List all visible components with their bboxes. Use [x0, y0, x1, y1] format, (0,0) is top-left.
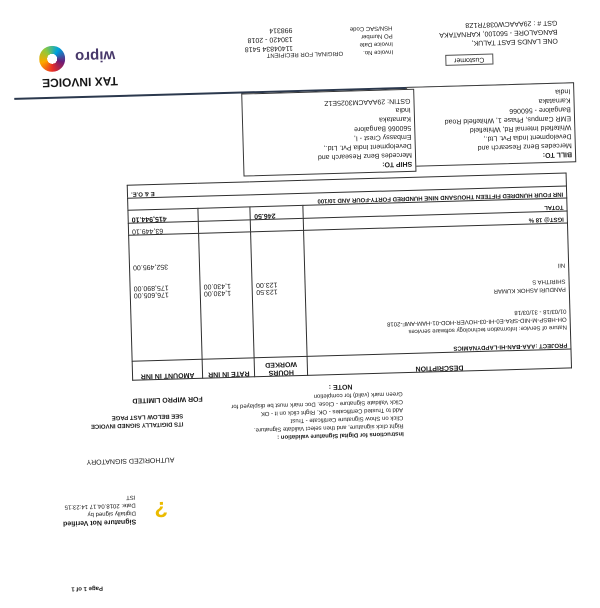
- line-items-table: [127, 173, 572, 381]
- doc-title: TAX INVOICE: [41, 74, 119, 91]
- item-hours: 123.50 123.00: [251, 231, 307, 358]
- wipro-logo-mark-icon: [39, 45, 66, 72]
- seller-address: ONE LANDS EAST TALUK, BANGALORE - 560100, KARNATAKA GST # : 29AAACW0387R1Z8: [439, 18, 558, 47]
- signature-block: Signature Not Verified Digitally signed by Date: 2018.04.17 14:23:15 IST: [62, 493, 137, 527]
- digital-sign-notice: ITS DIGITALLY SIGNED INVOICE SEE BELOW LAST PAGE: [90, 412, 184, 429]
- bill-to-box: BILL TO: Mercedes Benz Research and Development India Pvt. Ltd., Whitefield Internal Rd, Whitefield EMR Campus, Phase 1, Whitefield Road Bangalore - 560066 Karnataka India: [406, 82, 576, 167]
- bill-to-title: BILL TO:: [542, 150, 573, 159]
- ship-to-box: SHIP TO: Mercedes Benz Research and Development India Pvt. Ltd., Embassy Crest - I, 560066 Bangalore Karnataka India GSTIN: 29AAACM3025E1Z: [241, 89, 416, 177]
- signature-question-icon: ?: [153, 496, 169, 523]
- authorized-signatory: AUTHORIZED SIGNATORY: [86, 455, 175, 466]
- col-amount: AMOUNT IN INR: [132, 359, 203, 380]
- invoice-meta-values: 11404834 5418 130420 - 2018 998314: [244, 26, 294, 53]
- wipro-logo: [29, 40, 120, 73]
- ship-to-title: SHIP TO:: [382, 159, 413, 168]
- item-rate: 1,430.00 1,430.00: [199, 232, 255, 359]
- col-description: DESCRIPTION: [307, 349, 571, 375]
- logo-text: wipro: [74, 47, 116, 66]
- original-for-recipient: ORIGINAL FOR RECIPIENT: [266, 49, 344, 58]
- signature-instructions: Instructions for Digital Signature validation : Right click signature, and then select Validate Signature. Click on Show Signature Certificate - Trust Add to Trusted Certificates - OK. Right click on it - OK Click Validate Signature - Close. Doc mark must be displayed for Green mark (valid) for completion: [231, 390, 404, 440]
- for-company: FOR WIPRO LIMITED: [132, 394, 203, 404]
- eoe-row: E & O.E.: [127, 173, 566, 198]
- note-label: NOTE :: [328, 382, 353, 391]
- page-number: Page 1 of 1: [71, 584, 104, 592]
- total-row: TOTAL 246.50 415,944.10: [128, 198, 567, 223]
- tax-row: IGST@ 18 % 63,449.10: [128, 211, 567, 236]
- item-amount: 176,605.00 175,890.00 352,495.00: [129, 234, 203, 362]
- col-rate: RATE IN INR: [202, 358, 255, 378]
- col-hours: HOURS WORKED: [255, 356, 308, 376]
- invoice-meta-labels: Invoice No. Invoice Date PO Number HSN/SAC Code: [349, 24, 394, 56]
- table-row: [129, 223, 571, 361]
- item-description: PROJECT :AAA-BAN-HI-LAPDYNAMICS Nature of Service: Information technology software services OH-HBSP-M-NID-SRA-E0-HI-03-HOVER-HOD-01-HAM-AMF-2018 01/03/18 - 31/03/18 PANDURI ASHOK KUMAR SHIRITHA S Nil: [304, 223, 571, 356]
- amount-in-words-row: INR FOUR HUNDRED FIFTEEN THOUSAND NINE HUNDRED FORTY-FOUR AND 10/100: [128, 186, 567, 211]
- customer-label: Customer: [445, 54, 494, 66]
